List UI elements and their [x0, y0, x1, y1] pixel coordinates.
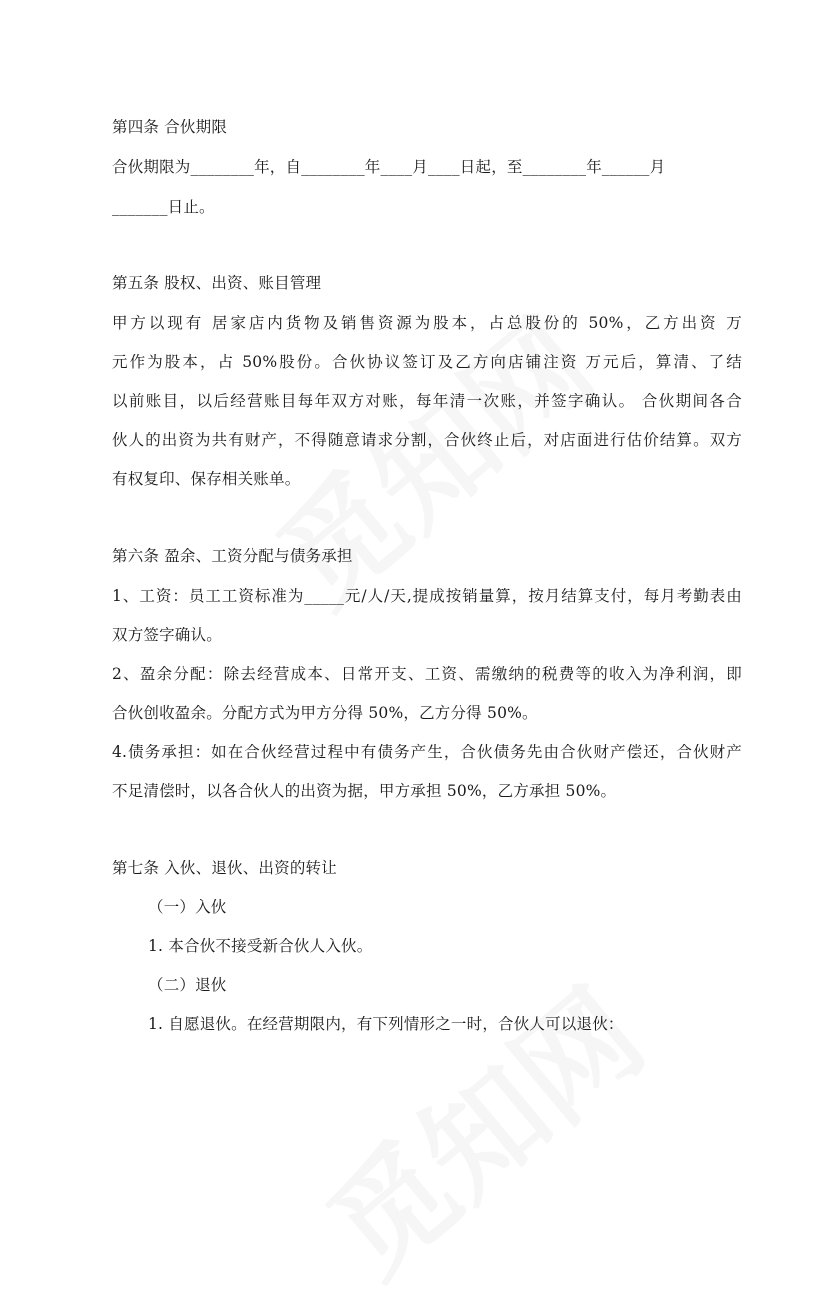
article7-heading: 第七条 入伙、退伙、出资的转让	[112, 859, 337, 877]
article7-item-2: 1. 自愿退伙。在经营期限内，有下列情形之一时，合伙人可以退伙：	[148, 1015, 624, 1033]
article5-heading: 第五条 股权、出资、账目管理	[112, 274, 322, 292]
article6-line-6: 不足清偿时，以各合伙人的出资为据，甲方承担 50%，乙方承担 50%。	[112, 782, 617, 800]
article6-line-4: 合伙创收盈余。分配方式为甲方分得 50%，乙方分得 50%。	[112, 704, 538, 722]
article5-line-3: 以前账目，以后经营账目每年双方对账，每年清一次账，并签字确认。 合伙期间各合	[112, 392, 742, 410]
article4-line-1: 合伙期限为________年，自________年____月____日起，至________年______月	[112, 158, 666, 176]
article6-heading: 第六条 盈余、工资分配与债务承担	[112, 547, 353, 565]
article5-line-4: 伙人的出资为共有财产，不得随意请求分割，合伙终止后，对店面进行估价结算。双方	[112, 431, 742, 449]
article4-heading: 第四条 合伙期限	[112, 118, 228, 136]
article6-line-5: 4.债务承担：如在合伙经营过程中有债务产生，合伙债务先由合伙财产偿还，合伙财产	[112, 743, 742, 761]
article6-line-3: 2、盈余分配：除去经营成本、日常开支、工资、需缴纳的税费等的收入为净利润，即	[112, 665, 742, 683]
article6-line-1: 1、工资：员工工资标准为_____元/人/天,提成按销量算，按月结算支付，每月考勤表由	[112, 587, 742, 605]
article7-sub-2: （二）退伙	[148, 976, 227, 994]
article5-line-5: 有权复印、保存相关账单。	[112, 470, 301, 488]
article7-item-1: 1. 本合伙不接受新合伙人入伙。	[148, 937, 373, 955]
article4-line-2: _______日止。	[112, 198, 215, 216]
article5-line-2: 元作为股本，占 50%股份。合伙协议签订及乙方向店铺注资 万元后，算清、了结	[112, 353, 742, 371]
article6-line-2: 双方签字确认。	[112, 626, 222, 644]
article7-sub-1: （一）入伙	[148, 898, 227, 916]
article5-line-1: 甲方以现有 居家店内货物及销售资源为股本，占总股份的 50%，乙方出资 万	[112, 314, 742, 332]
watermark	[287, 944, 673, 1307]
